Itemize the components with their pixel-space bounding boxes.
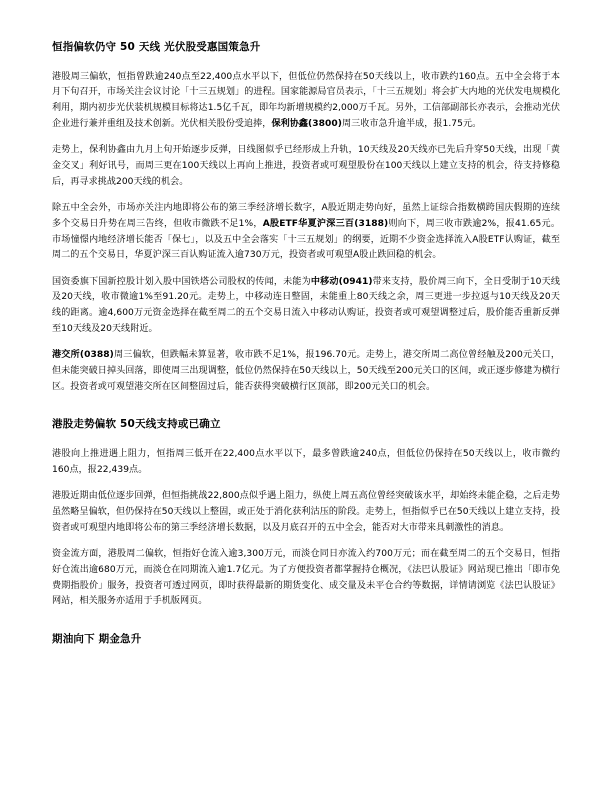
paragraph-text: 港股向上推进遇上阻力，恒指周三低开在22,400点水平以下，最多曾跌逾240点，但低位仍保持在50天线以上，收市微约160点，报22,439点。	[52, 449, 560, 475]
body-paragraph	[52, 275, 560, 338]
body-paragraph	[52, 70, 560, 133]
paragraph-text: 周三偏软，但跌幅未算显著，收市跌不足1%，报196.70元。走势上，港交所周二高位曾经触及200元关口，但未能突破日掉头回落，即使周三出现调整，低位仍然保持在50天线以上，50天线至200元关口的区间，或正逐步修建为横行区。投资者或可观望港交所在区间整固过后，能否获得突破横行区顶部，即200元关口的机会。	[52, 350, 560, 392]
article-section	[52, 632, 560, 648]
paragraph-text: 资金流方面，港股周二偏软，恒指好仓流入逾3,300万元，而淡仓同日亦流入约700万元；而在截至周二的五个交易日，恒指好仓流出逾680万元，而淡仓在同期流入逾1.7亿元。为了方便投资者都掌握持仓概况，《法巴认股证》网站现已推出「即市免费期指股价」服务，投资者可透过网页，即时获得最新的期货变化、成交量及未平仓合约等数据，详情请浏览《法巴认股证》网站，相关服务亦适用于手机版网页。	[52, 549, 560, 607]
article-section	[52, 40, 560, 395]
body-paragraph	[52, 143, 560, 190]
stock-name-emphasis: 中移动(0941)	[310, 276, 373, 287]
stock-name-emphasis: 港交所(0388)	[52, 350, 114, 361]
paragraph-text: 除五中全会外，市场亦关注内地即将公布的第三季经济增长数字，A股近期走势向好，虽然上证综合指数横跨国庆假期的连续多个交易日升势在周三告终，但收市微跌不足1%，	[52, 203, 560, 229]
stock-name-emphasis: A股ETF华夏沪深三百(3188)	[262, 218, 389, 229]
paragraph-text: 走势上，保利协鑫由九月上旬开始逐步反弹，日线图似乎已经形成上升轨，10天线及20天线亦已先后升穿50天线，出现「黄金交叉」利好讯号，而周三更在100天线以上再向上推进，投资者或可观望股份在100天线以上建立支持的机会，待支持修稳后，再寻求挑战200天线的机会。	[52, 145, 560, 187]
body-paragraph	[52, 348, 560, 395]
body-paragraph	[52, 547, 560, 610]
paragraph-text: 带来支持，股价周三向下，全日受制于10天线及20天线，收市微逾1%至91.20元。走势上，中移动连日整固，未能重上80天线之余，周三更进一步拉返与10天线及20天线的距离。逾4,600万元资金选择在截至周二的五个交易日流入中移动认购证，投资者或可观望调整过后，股价能否重新反弹至10天线及20天线附近。	[52, 276, 561, 334]
section-headline: 期油向下 期金急升	[52, 632, 142, 645]
body-paragraph	[52, 489, 560, 536]
article-section	[52, 417, 560, 610]
document-content	[52, 40, 560, 648]
paragraph-text: 周三收市急升逾半成，报1.75元。	[341, 118, 482, 129]
paragraph-text: 港股周三偏软，恒指曾跌逾240点至22,400点水平以下，但低位仍然保持在50天线以上，收市跌约160点。五中全会将于本月下旬召开，市场关注会议讨论「十三五规划」的进程。国家能源局官员表示，「十三五规划」将会扩大内地的光伏发电规模化利用，期内初步光伏装机规模目标将达1.5亿千瓦，即年均新增规模约2,000万千瓦。另外，工信部副部长亦表示，会推动光伏企业进行兼并重组及技术创新。光伏相关股份受追捧，	[52, 71, 560, 129]
body-paragraph	[52, 447, 560, 478]
section-headline: 港股走势偏软 50天线支持或已确立	[52, 418, 221, 431]
section-headline: 恒指偏软仍守 50 天线 光伏股受惠国策急升	[52, 41, 261, 53]
paragraph-text: 港股近期由低位逐步回弹，但恒指挑战22,800点似乎遇上阻力，纵使上周五高位曾经突破该水平，却始终未能企稳，之后走势虽然略呈偏软，但仍保持在50天线以上整固，或正处于消化获利沽压的阶段。走势上，恒指似乎已在50天线以上建立支持，投资者或可观望内地即将公布的第三季经济增长数据，以及月底召开的五中全会，能否对大市带来具刺激性的消息。	[52, 491, 560, 533]
body-paragraph	[52, 201, 560, 264]
paragraph-text: 国资委旗下国新控股计划入股中国铁塔公司股权的传闻，未能为	[52, 276, 311, 287]
stock-name-emphasis: 保利协鑫(3800)	[271, 118, 342, 129]
paragraph-text: 则向下，周三收市跌逾2%，报41.65元。市场憧憬内地经济增长能否「保七」，以及五中全会落实「十三五规划」的纲要，近期不少资金选择流入A股ETF认购证，截至周二的五个交易日，华夏沪深三百认购证流入逾730万元，投资者或可观望A股止跌回稳的机会。	[52, 218, 561, 261]
